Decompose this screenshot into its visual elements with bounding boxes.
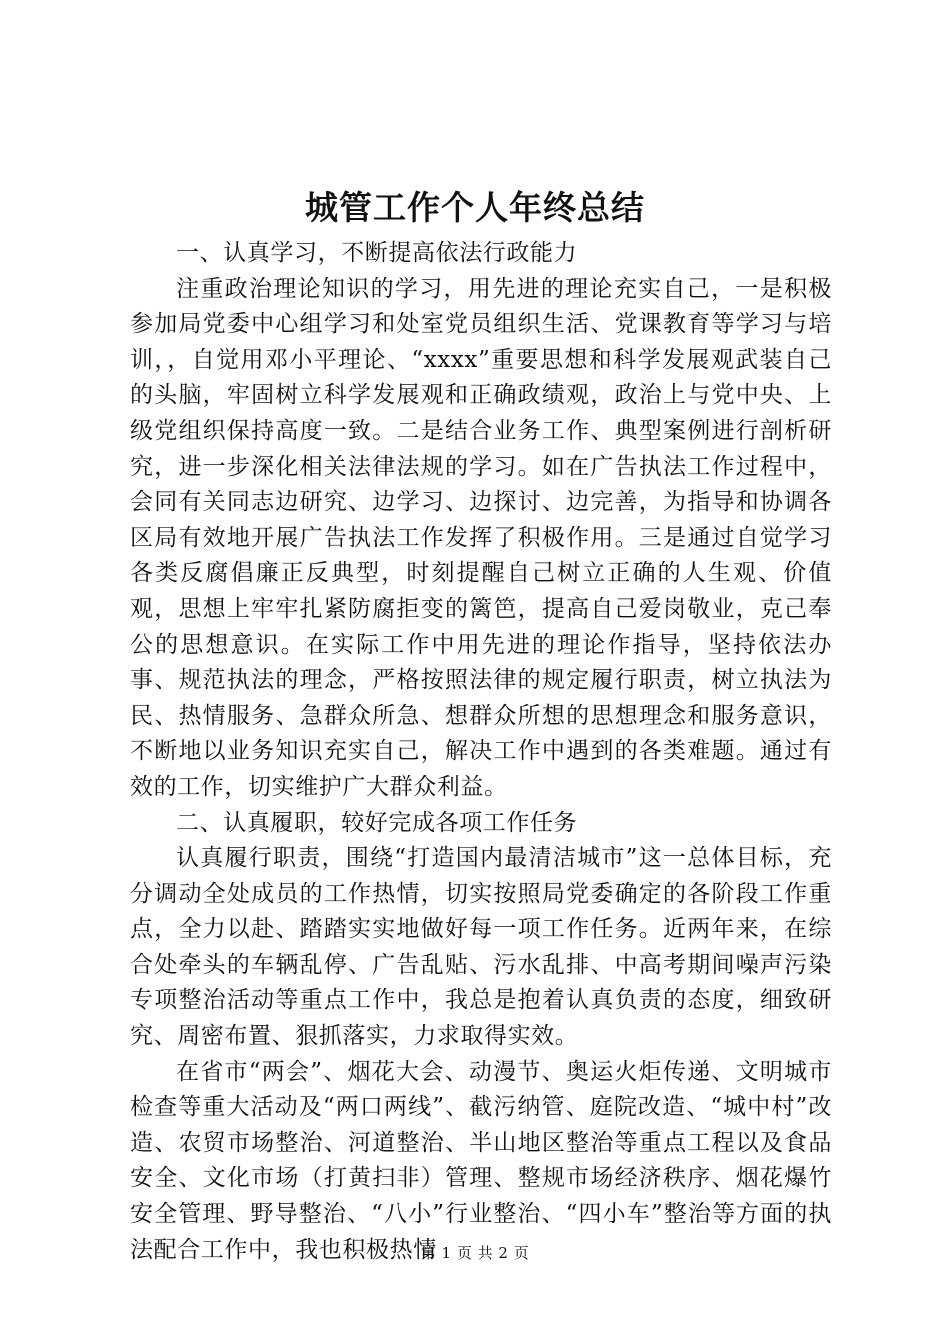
document-body [130, 236, 832, 1268]
section-heading-2: 二、认真履职，较好完成各项工作任务 [176, 809, 578, 836]
page-footer: 第 1 页 共 2 页 [420, 1244, 530, 1262]
section-heading-1: 一、认真学习，不断提高依法行政能力 [176, 240, 578, 266]
document-title: 城管工作个人年终总结 [305, 188, 645, 227]
section-1-paragraph-1: 注重政治理论知识的学习，用先进的理论充实自己，一是积极参加局党委中心组学习和处室党员组织生活、党课教育等学习与培训，，自觉用邓小平理论、“xxxx”重要思想和科学发展观武装自己的头脑，牢固树立科学发展观和正确政绩观，政治上与党中央、上级党组织保持高度一致。二是结合业务工作、典型案例进行剖析研究，进一步深化相关法律法规的学习。如在广告执法工作过程中，会同有关同志边研究、边学习、边探讨、边完善，为指导和协调各区局有效地开展广告执法工作发挥了积极作用。三是通过自觉学习各类反腐倡廉正反典型，时刻提醒自己树立正确的人生观、价值观，思想上牢牢扎紧防腐拒变的篱笆，提高自己爱岗敬业，克己奉公的思想意识。在实际工作中用先进的理论作指导，坚持依法办事、规范执法的理念，严格按照法律的规定履行职责，树立执法为民、热情服务、急群众所急、想群众所想的思想理念和服务意识，不断地以业务知识充实自己，解决工作中遇到的各类难题。通过有效的工作，切实维护广大群众利益。 [130, 275, 832, 800]
section-2-paragraph-1: 认真履行职责，围绕“打造国内最清洁城市”这一总体目标，充分调动全处成员的工作热情，切实按照局党委确定的各阶段工作重点，全力以赴、踏踏实实地做好每一项工作任务。近两年来，在综合处牵头的车辆乱停、广告乱贴、污水乱排、中高考期间噪声污染专项整治活动等重点工作中，我总是抱着认真负责的态度，细致研究、周密布置、狠抓落实，力求取得实效。 [130, 845, 832, 1050]
section-2-paragraph-2: 在省市“两会”、烟花大会、动漫节、奥运火炬传递、文明城市检查等重大活动及“两口两线”、截污纳管、庭院改造、“城中村”改造、农贸市场整治、河道整治、半山地区整治等重点工程以及食品安全、文化市场（打黄扫非）管理、整规市场经济秩序、烟花爆竹安全管理、野导整治、“八小”行业整治、“四小车”整治等方面的执法配合工作中，我也积极热情 [130, 1058, 832, 1263]
